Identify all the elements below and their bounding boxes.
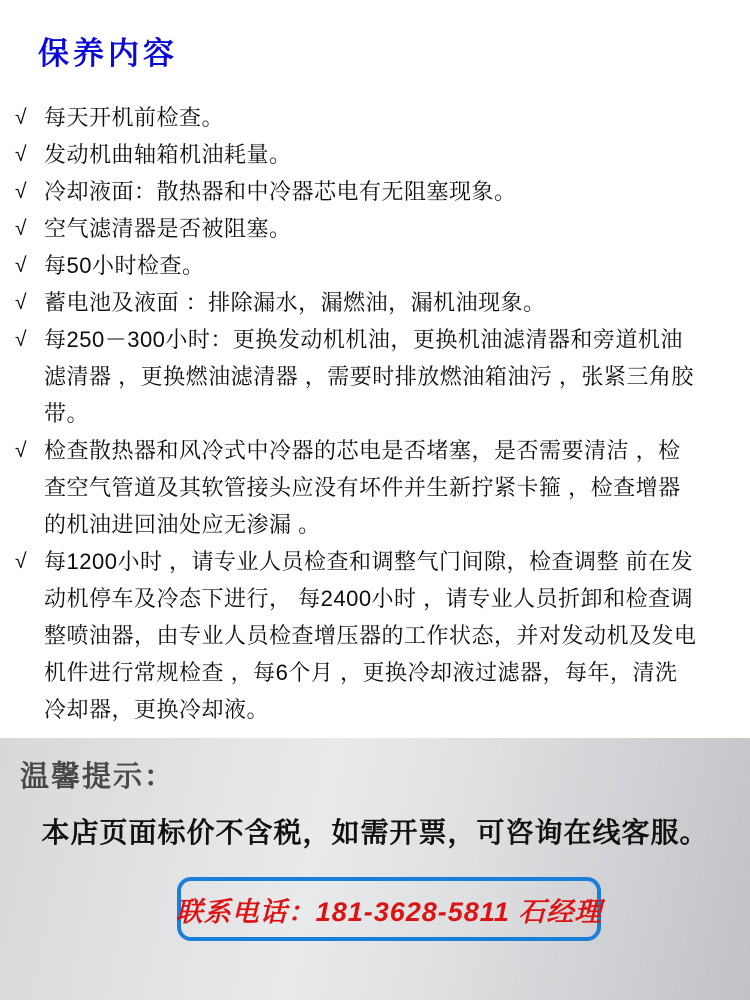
check-mark-icon: √ <box>15 143 28 166</box>
list-item-text: 每天开机前检查。 <box>44 105 225 130</box>
check-mark-icon: √ <box>15 550 28 573</box>
check-mark-icon: √ <box>15 217 28 240</box>
check-mark-icon: √ <box>15 328 28 351</box>
list-item <box>0 432 722 543</box>
list-item <box>0 210 722 247</box>
list-item-text: 冷却液面：散热器和中冷器芯电有无阻塞现象。 <box>44 179 517 204</box>
notice-section <box>0 738 750 1000</box>
list-item-text: 发动机曲轴箱机油耗量。 <box>44 142 292 167</box>
list-item <box>0 99 722 136</box>
notice-title: 温馨提示： <box>20 761 176 793</box>
check-mark-icon: √ <box>15 439 28 462</box>
contact-phone: 联系电话：181-3628-5811 石经理 <box>175 896 603 927</box>
list-item <box>0 247 722 284</box>
list-item-text: 空气滤清器是否被阻塞。 <box>44 216 292 241</box>
list-item-text: 蓄电池及液面 ：排除漏水，漏燃油，漏机油现象。 <box>44 290 546 315</box>
list-item-text: 检查散热器和风冷式中冷器的芯电是否堵塞，是否需要清洁 ，检查空气管道及其软管接头应没有坏件并生新拧紧卡箍 ，检查增器的机油进回油处应无渗漏 。 <box>44 438 681 537</box>
check-mark-icon: √ <box>15 180 28 203</box>
list-item-text: 每1200小时 ，请专业人员检查和调整气门间隙，检查调整 前在发动机停车及冷态下进行， 每2400小时 ，请专业人员折卸和检查调整喷油器，由专业人员检查增压器的工作状态，并对发动机及发电机件进行常规检查 ，每6个月 ，更换冷却液过滤器，每年，清洗冷却器，更换冷却液。 <box>44 549 697 722</box>
list-item-text: 每50小时检查。 <box>44 253 205 278</box>
list-item <box>0 543 722 728</box>
check-mark-icon: √ <box>15 106 28 129</box>
contact-box <box>177 877 601 941</box>
list-item <box>0 136 722 173</box>
maintenance-list <box>0 99 722 728</box>
list-item <box>0 173 722 210</box>
page-title: 保养内容 <box>38 36 178 71</box>
list-item <box>0 284 722 321</box>
notice-text: 本店页面标价不含税，如需开票，可咨询在线客服。 <box>41 817 709 848</box>
list-item <box>0 321 722 432</box>
check-mark-icon: √ <box>15 254 28 277</box>
list-item-text: 每250－300小时：更换发动机机油，更换机油滤清器和旁道机油滤清器 ，更换燃油滤清器 ，需要时排放燃油箱油污 ，张紧三角胶带。 <box>44 327 694 426</box>
check-mark-icon: √ <box>15 291 28 314</box>
